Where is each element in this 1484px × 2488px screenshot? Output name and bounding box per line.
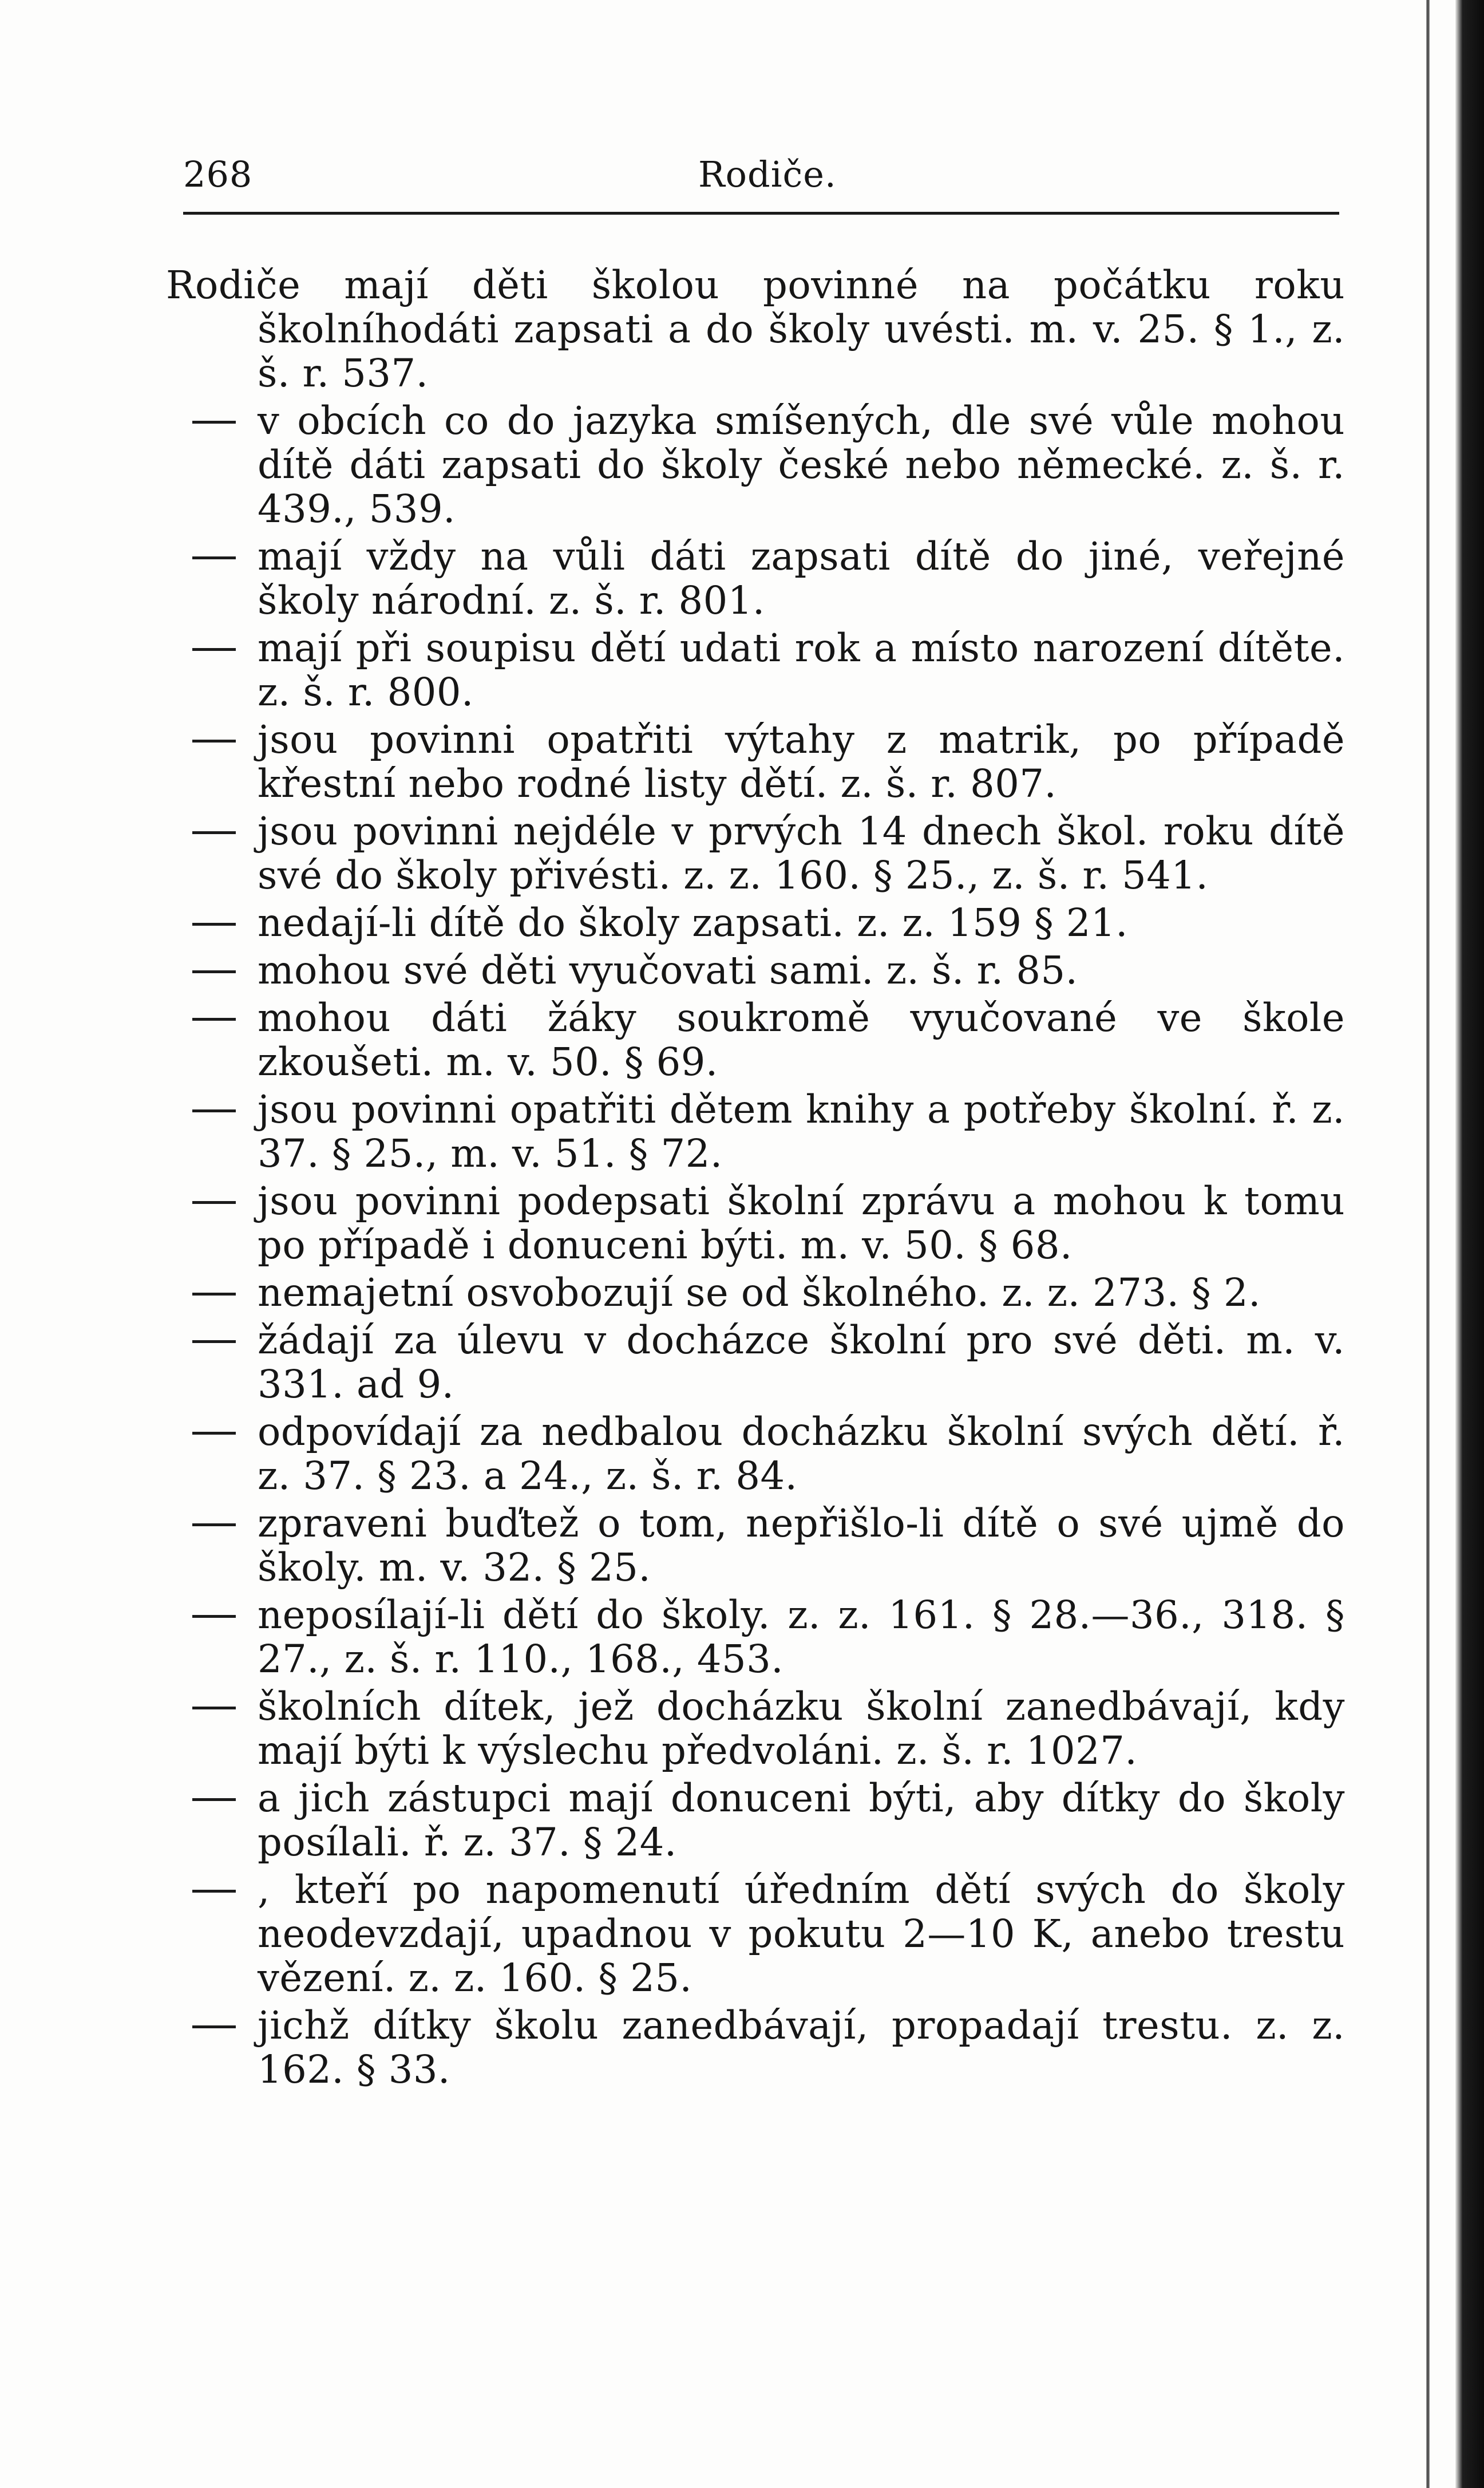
entry-text: mohou své děti vyučovati sami. z. š. r. 85. (258, 948, 1078, 993)
entry-text: mají při soupisu dětí udati rok a místo narození dítěte. z. š. r. 800. (258, 626, 1345, 714)
entry-text: nemajetní osvobozují se od školného. z. z. 273. § 2. (258, 1270, 1261, 1315)
index-entry (166, 2004, 1345, 2092)
index-entry-main (166, 263, 1345, 396)
entry-text: Rodiče mají děti školou povinné na počátku roku školníhodáti zapsati a do školy uvésti. m. v. 25. § 1., z. š. r. 537. (166, 263, 1345, 396)
index-entry (166, 949, 1345, 993)
entry-text: jsou povinni podepsati školní zprávu a mohou k tomu po případě i donuceni býti. m. v. 50. § 68. (258, 1179, 1345, 1267)
index-entry (166, 1776, 1345, 1865)
index-entry (166, 1271, 1345, 1315)
entry-text: jsou povinni opatřiti dětem knihy a potřeby školní. ř. z. 37. § 25., m. v. 51. § 72. (258, 1087, 1345, 1176)
index-entry (166, 1410, 1345, 1498)
entry-text: , kteří po napomenutí úředním dětí svých do školy neodevzdají, upadnou v pokutu 2—10 K, anebo trestu vězení. z. z. 160. § 25. (258, 1867, 1345, 2000)
entry-text: mají vždy na vůli dáti zapsati dítě do jiné, veřejné školy národní. z. š. r. 801. (258, 534, 1345, 623)
index-entry (166, 1179, 1345, 1267)
index-entry (166, 399, 1345, 531)
entry-text: jichž dítky školu zanedbávají, propadají trestu. z. z. 162. § 33. (258, 2003, 1345, 2092)
entry-text: žádají za úlevu v docházce školní pro své děti. m. v. 331. ad 9. (258, 1318, 1345, 1407)
entry-text: mohou dáti žáky soukromě vyučované ve škole zkoušeti. m. v. 50. § 69. (258, 996, 1345, 1084)
page-edge-shadow (1455, 0, 1484, 2488)
entry-text: nedají-li dítě do školy zapsati. z. z. 159 § 21. (258, 901, 1128, 945)
header-rule (183, 212, 1339, 215)
entry-text: jsou povinni nejdéle v prvých 14 dnech škol. roku dítě své do školy přivésti. z. z. 160. § 25., z. š. r. 541. (258, 809, 1345, 898)
entry-text: školních dítek, jež docházku školní zanedbávají, kdy mají býti k výslechu předvoláni. z. š. r. 1027. (258, 1684, 1345, 1773)
index-entry (166, 626, 1345, 714)
entry-text: neposílají-li dětí do školy. z. z. 161. § 28.—36., 318. § 27., z. š. r. 110., 168., 453. (258, 1593, 1345, 1681)
index-entry (166, 1593, 1345, 1681)
index-entry (166, 535, 1345, 623)
index-entry (166, 1685, 1345, 1773)
index-entry (166, 1088, 1345, 1176)
entry-text: zpraveni buďtež o tom, nepřišlo-li dítě o své ujmě do školy. m. v. 32. § 25. (258, 1501, 1345, 1590)
index-entry (166, 718, 1345, 806)
index-entry (166, 996, 1345, 1084)
page-header (183, 143, 1339, 206)
index-entry (166, 809, 1345, 898)
entry-text: jsou povinni opatřiti výtahy z matrik, po případě křestní nebo rodné listy dětí. z. š. r. 807. (258, 717, 1345, 806)
index-entry (166, 901, 1345, 945)
entry-text: odpovídají za nedbalou docházku školní svých dětí. ř. z. 37. § 23. a 24., z. š. r. 84. (258, 1409, 1345, 1498)
entry-text: a jich zástupci mají donuceni býti, aby dítky do školy posílali. ř. z. 37. § 24. (258, 1776, 1345, 1865)
running-head: Rodiče. (698, 153, 837, 195)
page-number: 268 (183, 153, 253, 195)
index-entries (166, 263, 1345, 2095)
index-entry (166, 1868, 1345, 2000)
binding-line (1426, 0, 1430, 2488)
index-entry (166, 1318, 1345, 1407)
index-entry (166, 1502, 1345, 1590)
entry-text: v obcích co do jazyka smíšených, dle své vůle mohou dítě dáti zapsati do školy české nebo německé. z. š. r. 439., 539. (258, 398, 1345, 531)
